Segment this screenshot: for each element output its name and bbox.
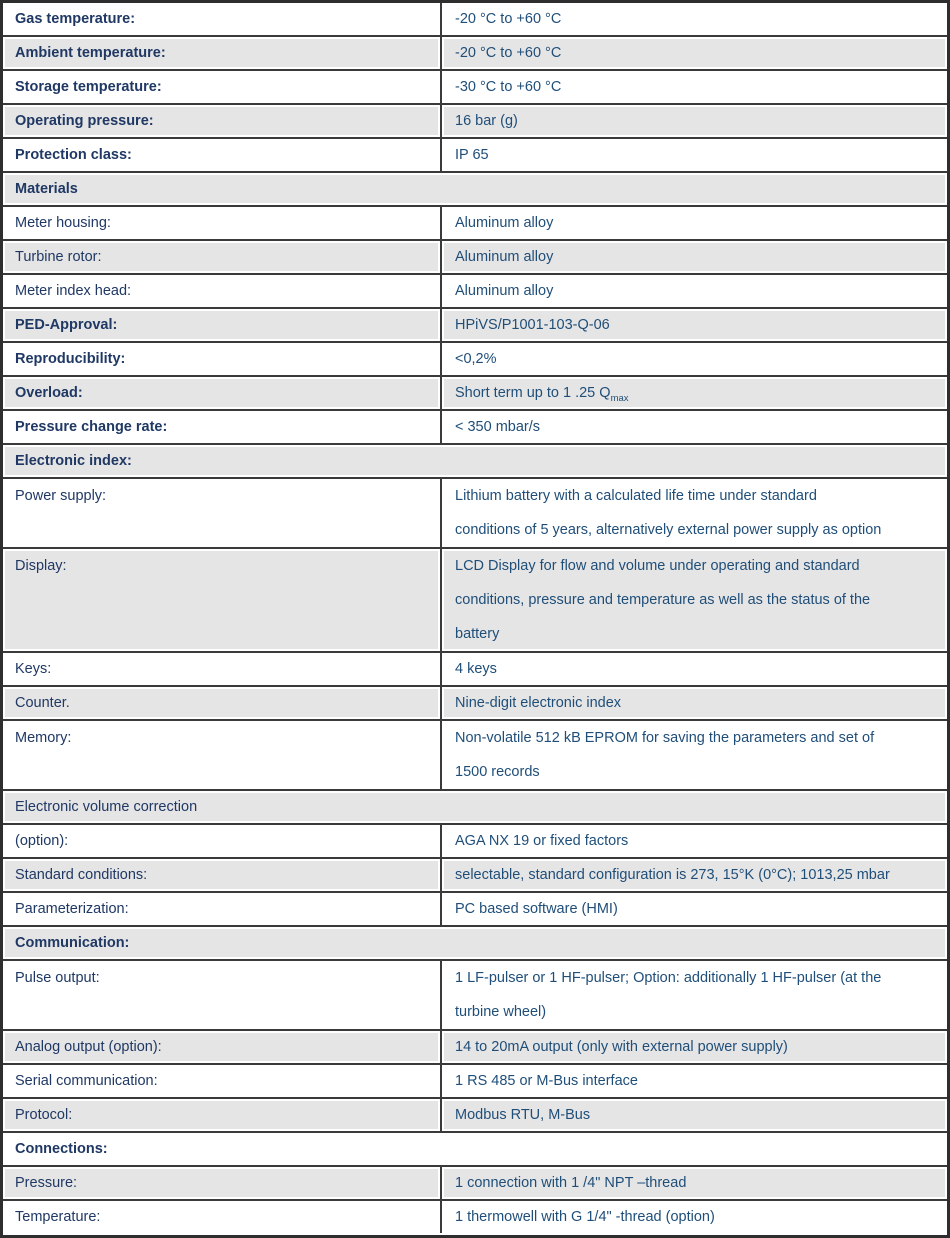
spec-row xyxy=(3,823,947,857)
spec-value-text: -30 °C to +60 °C xyxy=(455,79,562,95)
spec-value-text: -20 °C to +60 °C xyxy=(455,45,562,61)
spec-value xyxy=(440,721,947,789)
spec-value xyxy=(440,1031,947,1063)
spec-label: Pressure change rate: xyxy=(15,419,168,435)
spec-value xyxy=(440,207,947,239)
section-header-row xyxy=(3,1131,947,1165)
spec-row xyxy=(3,719,947,789)
section-title: Electronic volume correction xyxy=(3,791,947,823)
spec-value-text: Aluminum alloy xyxy=(455,249,554,265)
spec-row xyxy=(3,1063,947,1097)
section-header-row xyxy=(3,789,947,823)
spec-value-text: 1 connection with 1 /4" NPT –thread xyxy=(455,1175,687,1191)
spec-value-text: Modbus RTU, M-Bus xyxy=(455,1107,591,1123)
spec-label: Meter housing: xyxy=(15,215,111,231)
spec-label: Memory: xyxy=(15,730,72,746)
spec-value xyxy=(440,479,947,547)
spec-value-text: 4 keys xyxy=(455,661,497,677)
spec-row xyxy=(3,891,947,925)
spec-row xyxy=(3,205,947,239)
spec-label: Reproducibility: xyxy=(15,351,126,367)
spec-value-line: conditions, pressure and temperature as well as the status of the xyxy=(455,592,871,608)
spec-value-text: Aluminum alloy xyxy=(455,215,554,231)
spec-label: Meter index head: xyxy=(15,283,132,299)
spec-label: Pulse output: xyxy=(15,970,100,986)
spec-label: Ambient temperature: xyxy=(3,37,440,69)
spec-label: Keys: xyxy=(15,661,52,677)
spec-row xyxy=(3,1029,947,1063)
spec-label: Pressure: xyxy=(3,1167,440,1199)
spec-value-line: Lithium battery with a calculated life time under standard xyxy=(455,488,817,504)
spec-value xyxy=(440,411,947,443)
spec-value-text: Nine-digit electronic index xyxy=(455,695,622,711)
spec-value xyxy=(440,37,947,69)
spec-value xyxy=(440,961,947,1029)
spec-row xyxy=(3,137,947,171)
spec-label: Protocol: xyxy=(3,1099,440,1131)
spec-row xyxy=(3,273,947,307)
spec-value xyxy=(440,825,947,857)
spec-label: Operating pressure: xyxy=(3,105,440,137)
section-title: Connections: xyxy=(15,1141,108,1157)
spec-value-line: LCD Display for flow and volume under operating and standard xyxy=(455,558,860,574)
spec-value-text: Short term up to 1 .25 Q xyxy=(455,385,611,401)
spec-label: Protection class: xyxy=(15,147,132,163)
spec-value-text: IP 65 xyxy=(455,147,489,163)
spec-label: Analog output (option): xyxy=(3,1031,440,1063)
spec-value xyxy=(440,1201,947,1233)
spec-value-text: selectable, standard configuration is 273, 15°K (0°C); 1013,25 mbar xyxy=(455,867,890,883)
spec-label: (option): xyxy=(15,833,69,849)
spec-value xyxy=(440,1099,947,1131)
spec-value-text: Aluminum alloy xyxy=(455,283,554,299)
spec-value xyxy=(440,1065,947,1097)
spec-label: Overload: xyxy=(3,377,440,409)
spec-value xyxy=(440,549,947,651)
spec-value xyxy=(440,105,947,137)
spec-row xyxy=(3,547,947,651)
spec-value xyxy=(440,3,947,35)
spec-label: Storage temperature: xyxy=(15,79,162,95)
spec-value-line: 1 LF-pulser or 1 HF-pulser; Option: additionally 1 HF-pulser (at the xyxy=(455,970,882,986)
spec-label: Counter. xyxy=(3,687,440,719)
spec-value-line: 1500 records xyxy=(455,764,540,780)
spec-label: Standard conditions: xyxy=(3,859,440,891)
spec-row xyxy=(3,685,947,719)
spec-row xyxy=(3,3,947,35)
spec-value-text: 1 RS 485 or M-Bus interface xyxy=(455,1073,638,1089)
spec-value xyxy=(440,241,947,273)
spec-row xyxy=(3,409,947,443)
spec-row xyxy=(3,1199,947,1233)
spec-row xyxy=(3,375,947,409)
spec-label: Display: xyxy=(3,549,440,651)
spec-value-text: <0,2% xyxy=(455,351,497,367)
spec-value-line: conditions of 5 years, alternatively external power supply as option xyxy=(455,522,882,538)
spec-value-text: 16 bar (g) xyxy=(455,113,518,129)
section-header-row xyxy=(3,925,947,959)
spec-row xyxy=(3,1097,947,1131)
section-title: Materials xyxy=(3,173,947,205)
spec-value-line: battery xyxy=(455,626,500,642)
spec-row xyxy=(3,103,947,137)
spec-value xyxy=(440,343,947,375)
spec-row xyxy=(3,857,947,891)
spec-label: Gas temperature: xyxy=(15,11,136,27)
spec-label: Power supply: xyxy=(15,488,107,504)
spec-value-subscript: max xyxy=(610,392,629,404)
spec-row xyxy=(3,69,947,103)
spec-value-text: < 350 mbar/s xyxy=(455,419,541,435)
spec-value xyxy=(440,377,947,409)
spec-row xyxy=(3,35,947,69)
section-header-row xyxy=(3,443,947,477)
section-header-row xyxy=(3,171,947,205)
spec-value xyxy=(440,893,947,925)
spec-value xyxy=(440,139,947,171)
spec-label: Serial communication: xyxy=(15,1073,158,1089)
spec-value-text: PC based software (HMI) xyxy=(455,901,618,917)
spec-value xyxy=(440,687,947,719)
spec-value xyxy=(440,275,947,307)
spec-value xyxy=(440,309,947,341)
spec-value-line: Non-volatile 512 kB EPROM for saving the parameters and set of xyxy=(455,730,875,746)
spec-label: Turbine rotor: xyxy=(3,241,440,273)
spec-value-text: 14 to 20mA output (only with external power supply) xyxy=(455,1039,788,1055)
spec-label: Temperature: xyxy=(15,1209,101,1225)
spec-value xyxy=(440,653,947,685)
section-title: Communication: xyxy=(3,927,947,959)
spec-label: PED-Approval: xyxy=(3,309,440,341)
spec-row xyxy=(3,341,947,375)
spec-value-text: HPiVS/P1001-103-Q-06 xyxy=(455,317,610,333)
spec-value-text: -20 °C to +60 °C xyxy=(455,11,562,27)
spec-value xyxy=(440,859,947,891)
spec-value xyxy=(440,71,947,103)
spec-row xyxy=(3,307,947,341)
spec-row xyxy=(3,1165,947,1199)
spec-value-text: AGA NX 19 or fixed factors xyxy=(455,833,629,849)
section-title: Electronic index: xyxy=(3,445,947,477)
spec-row xyxy=(3,651,947,685)
spec-row xyxy=(3,239,947,273)
spec-value xyxy=(440,1167,947,1199)
spec-value-text: 1 thermowell with G 1/4" -thread (option) xyxy=(455,1209,715,1225)
spec-row xyxy=(3,477,947,547)
spec-row xyxy=(3,959,947,1029)
spec-value-line: turbine wheel) xyxy=(455,1004,547,1020)
spec-label: Parameterization: xyxy=(15,901,129,917)
